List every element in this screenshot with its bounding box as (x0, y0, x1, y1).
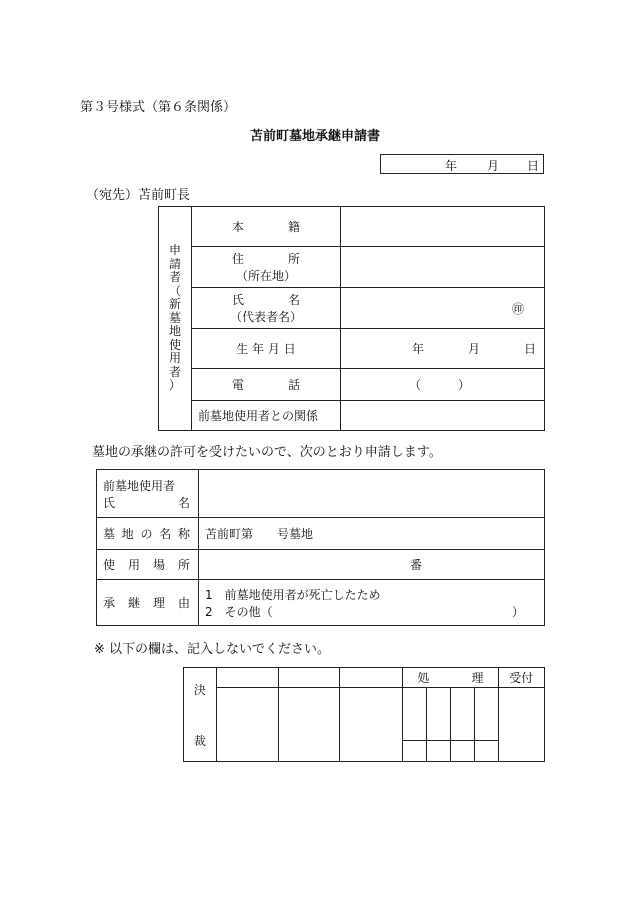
birth-label: 生 年 月 日 (192, 329, 341, 369)
seal-mark: ㊞ (511, 301, 524, 316)
prev-user-field[interactable] (199, 470, 545, 518)
office-use-note: ※ 以下の欄は、記入しないでください。 (94, 642, 331, 657)
address-label: 住 所 （所在地） (192, 247, 341, 288)
phone-label: 電 話 (192, 369, 341, 401)
kessai-label: 決 裁 (184, 668, 217, 762)
approval-col-3 (340, 668, 403, 688)
form-number: 第３号様式（第６条関係） (80, 100, 237, 115)
relation-field[interactable] (341, 401, 545, 431)
approval-col-1 (216, 668, 278, 688)
birth-field[interactable]: 年 月 日 (341, 329, 545, 369)
prev-user-label: 前墓地使用者 氏 名 (97, 470, 199, 518)
applicant-table (158, 206, 545, 431)
date-year-label: 年 (445, 159, 458, 173)
reason-option-1[interactable]: 1 前墓地使用者が死亡したため (205, 587, 381, 602)
statement: 墓地の承継の許可を受けたいので、次のとおり申請します。 (92, 445, 442, 460)
reason-label: 承 継 理 由 (97, 580, 199, 626)
office-use-table (183, 667, 545, 762)
address-field[interactable] (341, 247, 545, 288)
approval-col-2 (278, 668, 340, 688)
name-field[interactable] (341, 288, 545, 329)
honseki-field[interactable] (341, 207, 545, 247)
name-label: 氏 名 （代表者名） (192, 288, 341, 329)
reason-field[interactable]: 1 前墓地使用者が死亡したため 2 その他（ ） (199, 580, 545, 626)
relation-label: 前墓地使用者との関係 (192, 401, 341, 431)
date-day-label: 日 (527, 159, 540, 173)
uketsuke-field (498, 688, 544, 762)
location-field[interactable]: 番 (199, 550, 545, 580)
details-table (96, 469, 545, 626)
location-label: 使 用 場 所 (97, 550, 199, 580)
grave-name-field[interactable]: 苫前町第 号墓地 (199, 518, 545, 550)
uketsuke-header: 受付 (498, 668, 544, 688)
date-month-label: 月 (487, 159, 500, 173)
applicant-side-label: 申 請 者 （ 新 墓 地 使 用 者 ） (159, 207, 192, 431)
phone-field[interactable]: （ ） (341, 369, 545, 401)
reason-option-2[interactable]: 2 その他（ (205, 604, 273, 619)
addressee: （宛先）苫前町長 (86, 188, 191, 203)
honseki-label: 本 籍 (192, 207, 341, 247)
document-title: 苫前町墓地承継申請書 (249, 129, 380, 144)
date-field[interactable] (380, 154, 544, 174)
grave-name-label: 墓 地 の 名 称 (97, 518, 199, 550)
shori-header: 処 理 (403, 668, 498, 688)
